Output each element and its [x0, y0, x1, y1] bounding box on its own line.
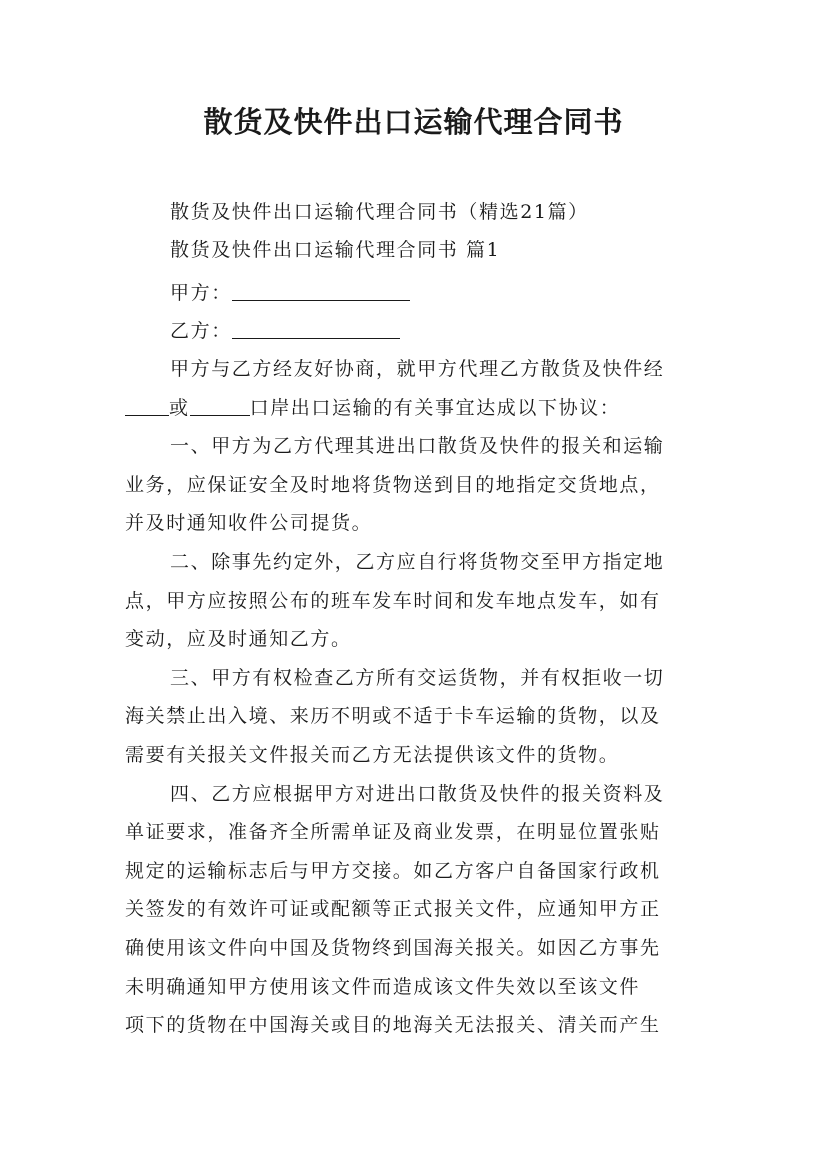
clause4-line-1: 四、乙方应根据甲方对进出口散货及快件的报关资料及 [170, 783, 665, 805]
port-blank-1 [125, 397, 169, 416]
clause1-line-3: 并及时通知收件公司提货。 [125, 512, 373, 534]
clause2-line-2: 点，甲方应按照公布的班车发车时间和发车地点发车，如有 [125, 590, 661, 612]
party-a-line [170, 280, 760, 306]
clause4-line-4: 关签发的有效许可证或配额等正式报关文件，应通知甲方正 [125, 898, 661, 920]
intro-line-2-end: 口岸出口运输的有关事宜达成以下协议： [249, 397, 621, 419]
clause2-line-3: 变动，应及时通知乙方。 [125, 628, 352, 650]
clause4-line-7: 项下的货物在中国海关或目的地海关无法报关、清关而产生 [125, 1014, 661, 1036]
party-b-line [170, 318, 760, 344]
party-a-label: 甲方： [170, 282, 232, 304]
intro-line-1: 甲方与乙方经友好协商，就甲方代理乙方散货及快件经 [170, 358, 665, 380]
port-blank-2 [190, 397, 250, 416]
intro-line-2 [125, 395, 715, 421]
clause2-line-1: 二、除事先约定外，乙方应自行将货物交至甲方指定地 [170, 551, 665, 573]
party-b-blank [232, 320, 400, 339]
clause3-line-2: 海关禁止出入境、来历不明或不适于卡车运输的货物，以及 [125, 705, 661, 727]
party-b-label: 乙方： [170, 320, 232, 342]
document-subtitle: 散货及快件出口运输代理合同书（精选21篇） [170, 201, 589, 223]
clause1-line-1: 一、甲方为乙方代理其进出口散货及快件的报关和运输 [170, 435, 665, 457]
clause4-line-5: 确使用该文件向中国及货物终到国海关报关。如因乙方事先 [125, 937, 661, 959]
clause3-line-3: 需要有关报关文件报关而乙方无法提供该文件的货物。 [125, 744, 620, 766]
intro-or: 或 [169, 397, 190, 419]
clause4-line-2: 单证要求，准备齐全所需单证及商业发票，在明显位置张贴 [125, 821, 661, 843]
clause1-line-2: 业务，应保证安全及时地将货物送到目的地指定交货地点， [125, 474, 661, 496]
clause3-line-1: 三、甲方有权检查乙方所有交运货物，并有权拒收一切 [170, 667, 665, 689]
clause4-line-3: 规定的运输标志后与甲方交接。如乙方客户自备国家行政机 [125, 860, 661, 882]
section-heading: 散货及快件出口运输代理合同书 篇1 [170, 239, 501, 261]
party-a-blank [232, 282, 410, 301]
clause4-line-6: 未明确通知甲方使用该文件而造成该文件失效以至该文件 [125, 976, 641, 998]
document-title: 散货及快件出口运输代理合同书 [203, 105, 624, 139]
